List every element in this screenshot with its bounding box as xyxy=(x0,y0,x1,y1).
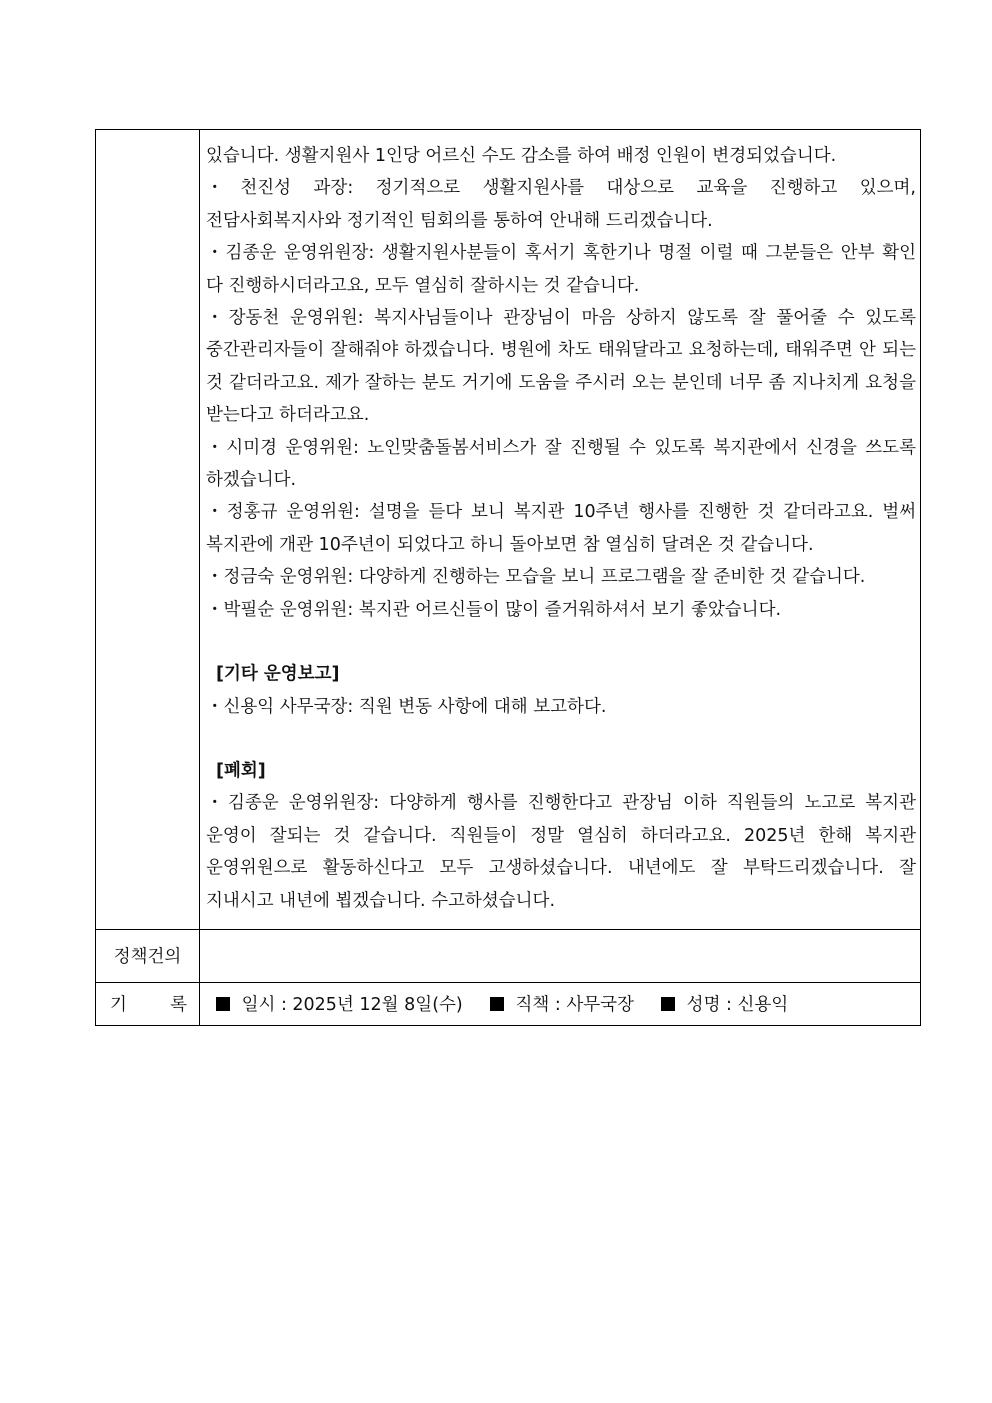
policy-value xyxy=(200,929,921,982)
record-position: 직책 : 사무국장 xyxy=(515,995,634,1016)
closing-text: ・김종운 운영위원장: 다양하게 행사를 진행한다고 관장님 이하 직원들의 노고로 복지관 운영이 잘되는 것 같습니다. 직원들이 정말 열심히 하더라고요. 2025년 한해 복지관 운영위원으로 활동하신다고 모두 고생하셨습니다. 내년에도 잘 부탁드리겠습니다. 잘 지내시고 내년에 뵙겠습니다. 수고하셨습니다. xyxy=(206,793,916,911)
other-report-heading: [기타 운영보고] xyxy=(216,664,340,685)
spacer xyxy=(206,723,916,755)
record-label-left: 기 xyxy=(110,995,127,1016)
record-row xyxy=(96,982,921,1025)
record-name: 성명 : 신용익 xyxy=(686,995,789,1016)
closing-heading: [폐회] xyxy=(216,760,266,781)
square-bullet-icon xyxy=(490,997,504,1011)
record-value xyxy=(200,982,921,1025)
comment-cheon: ・천진성 과장: 정기적으로 생활지원사를 대상으로 교육을 진행하고 있으며, 전담사회복지사와 정기적인 팀회의를 통하여 안내해 드리겠습니다. xyxy=(206,178,916,231)
policy-label: 정책건의 xyxy=(96,929,200,982)
comment-si: ・시미경 운영위원: 노인맞춤돌봄서비스가 잘 진행될 수 있도록 복지관에서 신경을 쓰도록 하겠습니다. xyxy=(206,437,916,491)
spacer xyxy=(206,626,916,658)
discussion-row xyxy=(96,130,921,930)
discussion-content xyxy=(200,130,921,930)
minutes-table xyxy=(95,129,921,1026)
comment-kim-chair: ・김종운 운영위원장: 생활지원사분들이 혹서기 혹한기나 명절 이럴 때 그분들은 안부 확인 다 진행하시더라고요, 모두 열심히 잘하시는 것 같습니다. xyxy=(206,243,916,296)
square-bullet-icon xyxy=(661,997,675,1011)
policy-row xyxy=(96,929,921,982)
discussion-label-cell xyxy=(96,130,200,930)
other-report-text: ・신용익 사무국장: 직원 변동 사항에 대해 보고하다. xyxy=(206,696,607,717)
comment-jang: ・장동천 운영위원: 복지사님들이나 관장님이 마음 상하지 않도록 잘 풀어줄 수 있도록 중간관리자들이 잘해줘야 하겠습니다. 병원에 차도 태워달라고 요청하는데, 태워주면 안 되는 것 같더라고요. 제가 잘하는 분도 거기에 도움을 주시러 오는 분인데 너무 좀 지나치게 요청을 받는다고 하더라고요. xyxy=(206,308,916,426)
square-bullet-icon xyxy=(216,997,230,1011)
continued-text: 있습니다. 생활지원사 1인당 어르신 수도 감소를 하여 배정 인원이 변경되었습니다. xyxy=(206,146,837,166)
comment-park: ・박필순 운영위원: 복지관 어르신들이 많이 즐거워하셔서 보기 좋았습니다. xyxy=(206,599,782,620)
record-date: 일시 : 2025년 12월 8일(수) xyxy=(241,995,463,1016)
comment-jung-geum: ・정금숙 운영위원: 다양하게 진행하는 모습을 보니 프로그램을 잘 준비한 것 같습니다. xyxy=(206,567,866,588)
record-label-right: 록 xyxy=(170,995,187,1016)
record-label-cell xyxy=(96,982,200,1025)
comment-jung-hong: ・정홍규 운영위원: 설명을 듣다 보니 복지관 10주년 행사를 진행한 것 같더라고요. 벌써 복지관에 개관 10주년이 되었다고 하니 돌아보면 참 열심히 달려온 것 같습니다. xyxy=(206,502,916,555)
